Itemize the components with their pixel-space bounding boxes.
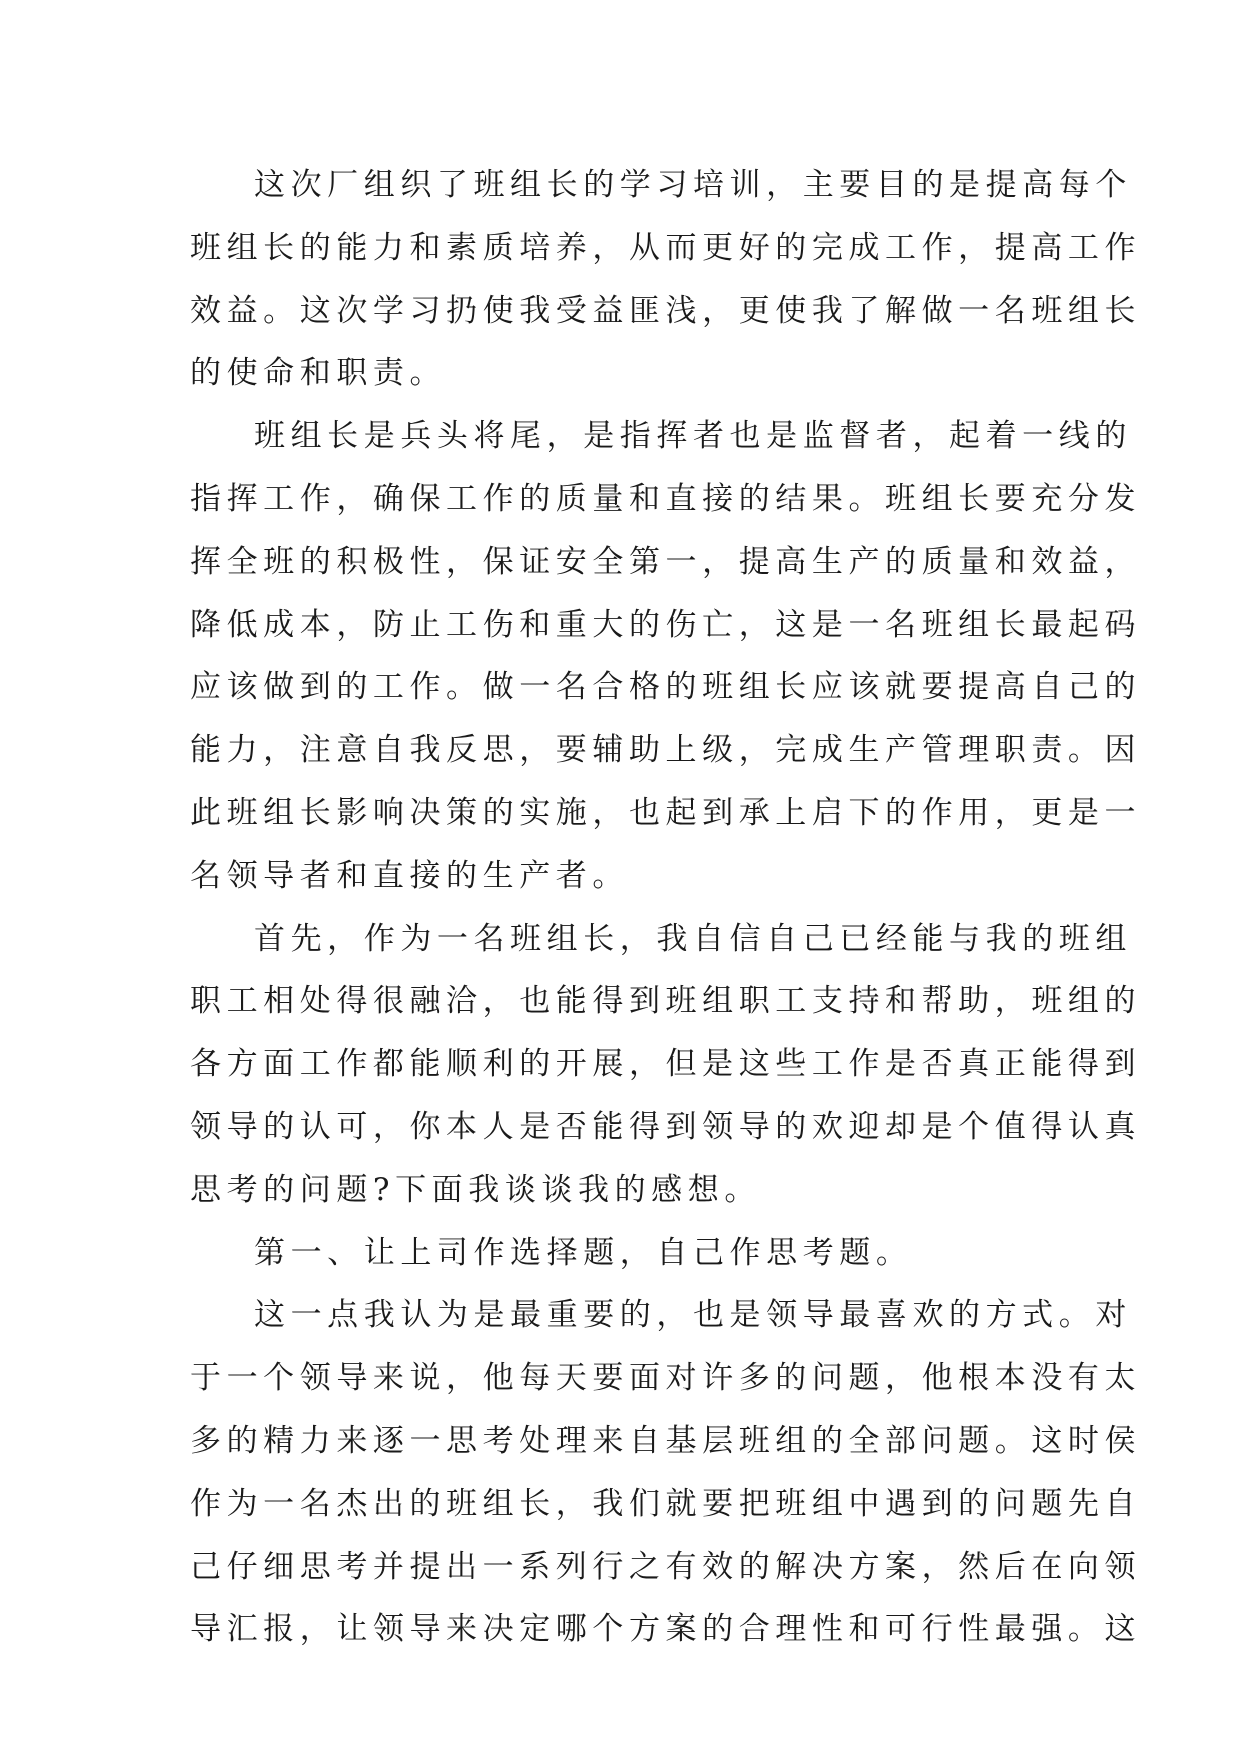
paragraph-5-line-4: 作为一名杰出的班组长，我们就要把班组中遇到的问题先自 <box>190 1485 1142 1522</box>
paragraph-2-line-4: 降低成本，防止工伤和重大的伤亡，这是一名班组长最起码 <box>190 606 1142 643</box>
paragraph-3-line-5: 思考的问题?下面我谈谈我的感想。 <box>190 1171 761 1208</box>
paragraph-5-line-3: 多的精力来逐一思考处理来自基层班组的全部问题。这时侯 <box>190 1422 1142 1459</box>
paragraph-2-line-6: 能力，注意自我反思，要辅助上级，完成生产管理职责。因 <box>190 732 1142 769</box>
paragraph-3-line-3: 各方面工作都能顺利的开展，但是这些工作是否真正能得到 <box>190 1046 1142 1083</box>
paragraph-1 <box>190 154 1142 405</box>
paragraph-1-line-4: 的使命和职责。 <box>190 355 447 392</box>
paragraph-5-line-6: 导汇报，让领导来决定哪个方案的合理性和可行性最强。这 <box>190 1611 1142 1648</box>
paragraph-4-line-1: 第一、让上司作选择题，自己作思考题。 <box>254 1234 913 1271</box>
paragraph-5 <box>190 1284 1142 1661</box>
paragraph-5-line-5: 己仔细思考并提出一系列行之有效的解决方案，然后在向领 <box>190 1548 1142 1585</box>
paragraph-2-line-5: 应该做到的工作。做一名合格的班组长应该就要提高自己的 <box>190 669 1142 706</box>
document-body <box>190 154 1142 1661</box>
paragraph-3-line-4: 领导的认可，你本人是否能得到领导的欢迎却是个值得认真 <box>190 1108 1142 1145</box>
paragraph-3 <box>190 908 1142 1222</box>
paragraph-5-line-1: 这一点我认为是最重要的，也是领导最喜欢的方式。对 <box>254 1297 1132 1334</box>
paragraph-1-line-2: 班组长的能力和素质培养，从而更好的完成工作，提高工作 <box>190 229 1142 266</box>
paragraph-2-line-3: 挥全班的积极性，保证安全第一，提高生产的质量和效益， <box>190 543 1142 580</box>
paragraph-2 <box>190 405 1142 907</box>
paragraph-2-line-8: 名领导者和直接的生产者。 <box>190 857 629 894</box>
paragraph-3-line-2: 职工相处得很融洽，也能得到班组职工支持和帮助，班组的 <box>190 983 1142 1020</box>
paragraph-2-line-2: 指挥工作，确保工作的质量和直接的结果。班组长要充分发 <box>190 480 1142 517</box>
paragraph-3-line-1: 首先，作为一名班组长，我自信自己已经能与我的班组 <box>254 920 1132 957</box>
paragraph-1-line-1: 这次厂组织了班组长的学习培训，主要目的是提高每个 <box>254 167 1132 203</box>
paragraph-1-line-3: 效益。这次学习扔使我受益匪浅，更使我了解做一名班组长 <box>190 292 1142 329</box>
paragraph-2-line-1: 班组长是兵头将尾，是指挥者也是监督者，起着一线的 <box>254 418 1132 455</box>
paragraph-2-line-7: 此班组长影响决策的实施，也起到承上启下的作用，更是一 <box>190 794 1142 831</box>
paragraph-5-line-2: 于一个领导来说，他每天要面对许多的问题，他根本没有太 <box>190 1360 1142 1397</box>
paragraph-4 <box>190 1222 1052 1285</box>
